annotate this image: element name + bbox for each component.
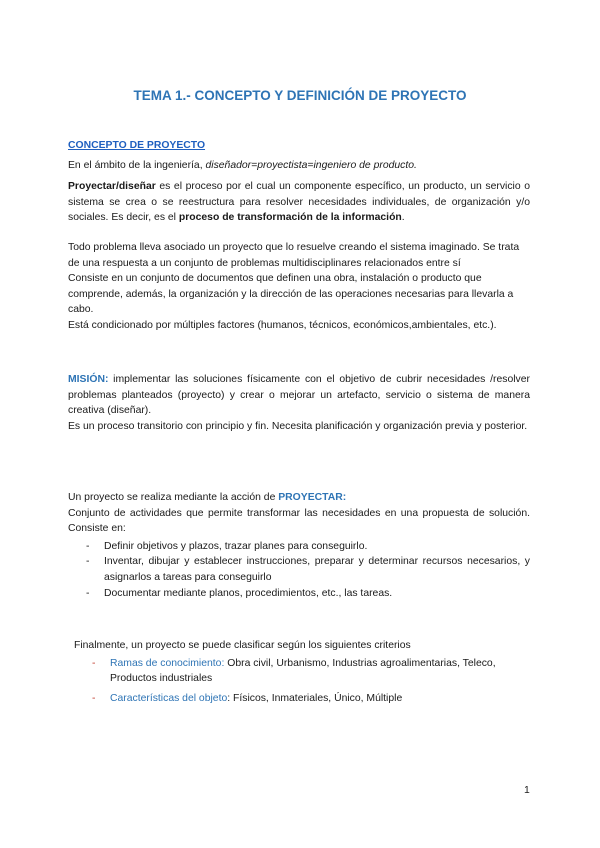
concept-def-end: . [401, 212, 405, 224]
project-intro [68, 490, 530, 506]
mission-section [68, 372, 530, 434]
concept-line1-italic: diseñador=proyectista=ingeniero de producto. [205, 159, 417, 171]
concept-p4: Consiste en un conjunto de documentos que definen una obra, instalación o producto que comprende, además, la organización y la dirección de las operaciones necesarias para llevarla a cabo. [68, 273, 514, 316]
concept-def-text: es el proceso por el cual un componente específico, un producto, un servicio o sistema se crea o se reestructura para resolver necesidades individuales, de organización y/o sociales. Es decir, es el [68, 181, 530, 224]
concept-heading: CONCEPTO DE PROYECTO [68, 140, 206, 151]
page-title: TEMA 1.- CONCEPTO Y DEFINICIÓN DE PROYECTO [133, 88, 467, 103]
concept-def-bold: proceso de transformación de la información [178, 212, 402, 224]
concept-p5: Está condicionado por múltiples factores (humanos, técnicos, económicos,ambientales, etc.). [68, 319, 497, 331]
project-intro-keyword: PROYECTAR: [278, 492, 347, 503]
classify-intro: Finalmente, un proyecto se puede clasificar según los siguientes criterios [74, 640, 411, 651]
project-section [68, 490, 530, 601]
list-item: - Inventar, dibujar y establecer instrucciones, preparar y determinar recursos necesarios, y asignarlos a tareas para conseguirlo [68, 554, 530, 585]
project-intro-prefix: Un proyecto se realiza mediante la acción de [68, 492, 279, 503]
concept-p3: Todo problema lleva asociado un proyecto que lo resuelve creando el sistema imaginado. Se trata de una respuesta a un conjunto de problemas multidisciplinares relacionados entre sí [68, 241, 520, 269]
concept-def-lead: Proyectar/diseñar [68, 181, 156, 193]
concept-line1 [68, 158, 530, 174]
classify-text-caracteristicas: : Físicos, Inmateriales, Único, Múltiple [227, 692, 403, 704]
concept-definition [68, 179, 530, 226]
concept-line1-prefix: En el ámbito de la ingeniería, [68, 159, 206, 171]
classify-list [74, 656, 530, 707]
classify-section [74, 638, 530, 706]
project-desc: Conjunto de actividades que permite transformar las necesidades en una propuesta de solución. Consiste en: [68, 507, 530, 535]
mission-paragraph [68, 372, 530, 419]
mission-text: implementar las soluciones físicamente con el objetivo de cubrir necesidades /resolver problemas planteados (proyecto) y crear o mejorar un artefacto, servicio o sistema de manera creativa (diseñar). [68, 374, 530, 417]
list-item: - Definir objetivos y plazos, trazar planes para conseguirlo. [68, 539, 530, 555]
mission-label: MISIÓN: [68, 374, 109, 385]
classify-label-caracteristicas: Características del objeto [110, 692, 228, 704]
classify-text-ramas: Obra civil, Urbanismo, Industrias agroalimentarias, Teleco, Productos industriales [110, 657, 496, 685]
classify-label-ramas: Ramas de conocimiento: [110, 657, 225, 669]
page-number: 1 [524, 785, 530, 796]
concept-section [68, 138, 530, 334]
list-item [74, 656, 530, 687]
list-item: - Documentar mediante planos, procedimientos, etc., las tareas. [68, 586, 530, 602]
mission-p2: Es un proceso transitorio con principio y fin. Necesita planificación y organización previa y posterior. [68, 420, 528, 432]
list-item [74, 691, 530, 707]
project-list [68, 539, 530, 601]
